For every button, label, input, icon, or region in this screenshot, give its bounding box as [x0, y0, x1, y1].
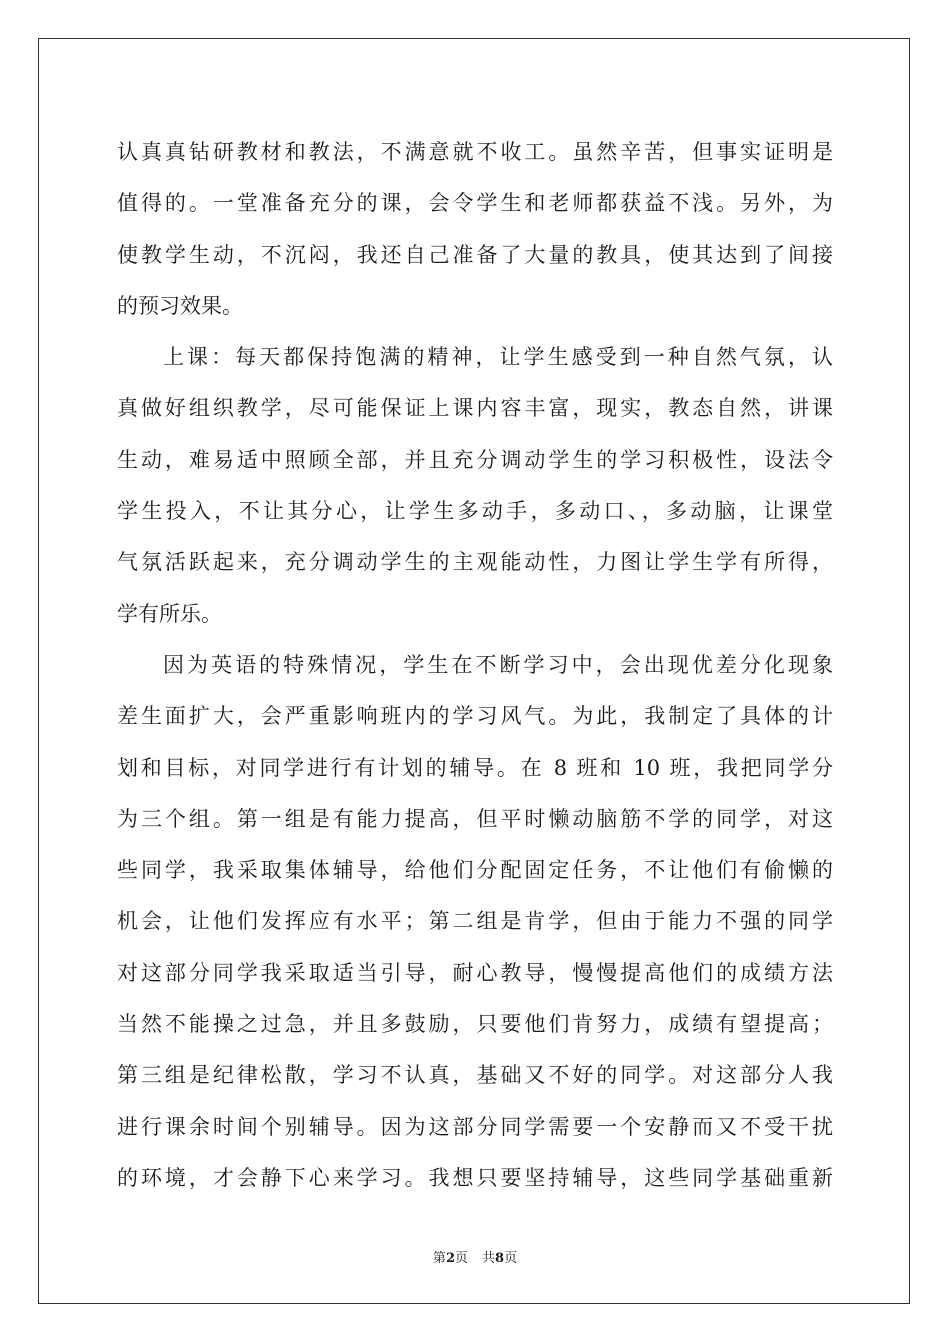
- text-line: 因为英语的特殊情况，学生在不断学习中，会出现优差分化现象: [163, 652, 833, 677]
- text-line: 的预习效果。: [117, 293, 243, 318]
- total-prefix: 共: [482, 1251, 496, 1266]
- page-prefix: 第: [432, 1251, 446, 1266]
- text-line: 第三组是纪律松散，学习不认真，基础又不好的同学。对这部分人我: [117, 1063, 833, 1088]
- text-line: 为三个组。第一组是有能力提高，但平时懒动脑筋不学的同学，对这: [117, 806, 833, 831]
- page-footer: [0, 1247, 950, 1266]
- total-pages: 8: [495, 1251, 505, 1266]
- text-line: 对这部分同学我采取适当引导，耐心教导，慢慢提高他们的成绩方法: [117, 960, 833, 985]
- text-line: 气氛活跃起来，充分调动学生的主观能动性，力图让学生学有所得，: [117, 550, 833, 575]
- text-line: 当然不能操之过急，并且多鼓励，只要他们肯努力，成绩有望提高；: [117, 1012, 833, 1037]
- text-line: 机会，让他们发挥应有水平；第二组是肯学，但由于能力不强的同学: [117, 909, 833, 934]
- text-line: 上课：每天都保持饱满的精神，让学生感受到一种自然气氛，认: [163, 345, 833, 370]
- page-number: 2: [445, 1251, 455, 1266]
- page-suffix: 页: [454, 1251, 468, 1266]
- text-line: 些同学，我采取集体辅导，给他们分配固定任务，不让他们有偷懒的: [117, 858, 833, 883]
- text-line: 差生面扩大，会严重影响班内的学习风气。为此，我制定了具体的计: [117, 704, 833, 729]
- text-line: 进行课余时间个别辅导。因为这部分同学需要一个安静而又不受干扰: [117, 1114, 833, 1139]
- text-line: 使教学生动，不沉闷，我还自己准备了大量的教具，使其达到了间接: [117, 242, 833, 267]
- total-suffix: 页: [504, 1251, 518, 1266]
- text-line: 的环境，才会静下心来学习。我想只要坚持辅导，这些同学基础重新: [117, 1165, 833, 1190]
- text-line: 认真真钻研教材和教法，不满意就不收工。虽然辛苦，但事实证明是: [117, 140, 833, 164]
- text-line: 划和目标，对同学进行有计划的辅导。在 8 班和 10 班，我把同学分: [117, 755, 833, 780]
- document-body: [117, 127, 833, 1204]
- text-line: 真做好组织教学，尽可能保证上课内容丰富，现实，教态自然，讲课: [117, 396, 833, 421]
- text-line: 学生投入，不让其分心，让学生多动手，多动口、，多动脑，让课堂: [117, 499, 833, 524]
- text-line: 值得的。一堂准备充分的课，会令学生和老师都获益不浅。另外，为: [117, 191, 833, 216]
- text-line: 学有所乐。: [117, 601, 222, 626]
- text-line: 生动，难易适中照顾全部，并且充分调动学生的学习积极性，设法令: [117, 447, 833, 472]
